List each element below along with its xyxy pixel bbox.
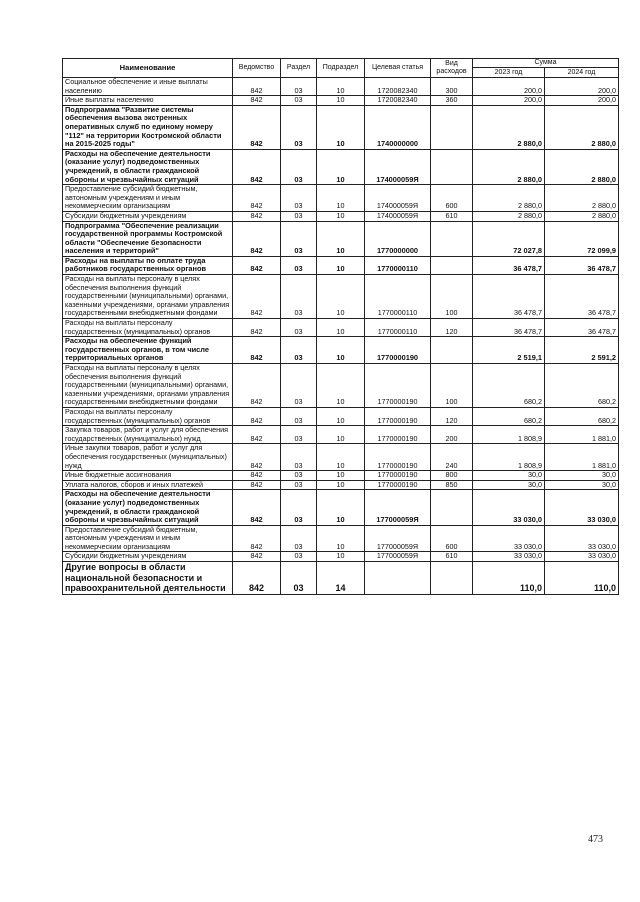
cell-target bbox=[365, 562, 431, 595]
cell-target: 1770000000 bbox=[365, 221, 431, 256]
table-row bbox=[63, 490, 619, 525]
cell-target: 177000059Я bbox=[365, 490, 431, 525]
cell-subsection: 10 bbox=[317, 211, 365, 221]
cell-target: 1720082340 bbox=[365, 78, 431, 96]
table-row bbox=[63, 426, 619, 444]
table-row bbox=[63, 471, 619, 481]
cell-target: 1770000110 bbox=[365, 275, 431, 319]
cell-name: Расходы на выплаты персоналу государственных (муниципальных) органов bbox=[63, 319, 233, 337]
cell-sum-2024: 1 881,0 bbox=[545, 426, 619, 444]
cell-subsection: 10 bbox=[317, 221, 365, 256]
cell-name: Расходы на выплаты персоналу в целях обеспечения выполнения функций государственными (муниципальными) органами, казенными учреждениями, органами управления государственными внебюджетными фондами bbox=[63, 275, 233, 319]
cell-type: 850 bbox=[431, 480, 473, 490]
cell-section: 03 bbox=[281, 319, 317, 337]
cell-type: 600 bbox=[431, 185, 473, 212]
cell-department: 842 bbox=[233, 337, 281, 364]
cell-type: 800 bbox=[431, 471, 473, 481]
cell-section: 03 bbox=[281, 337, 317, 364]
cell-subsection: 10 bbox=[317, 275, 365, 319]
cell-section: 03 bbox=[281, 444, 317, 471]
cell-name: Расходы на выплаты персоналу в целях обеспечения выполнения функций государственными (муниципальными) органами, казенными учреждениями, органами управления государственными внебюджетными фондами bbox=[63, 364, 233, 408]
cell-target: 1770000190 bbox=[365, 364, 431, 408]
cell-sum-2024: 2 880,0 bbox=[545, 211, 619, 221]
cell-subsection: 10 bbox=[317, 256, 365, 274]
cell-section: 03 bbox=[281, 490, 317, 525]
table-row bbox=[63, 256, 619, 274]
cell-sum-2024: 33 030,0 bbox=[545, 490, 619, 525]
table-row bbox=[63, 221, 619, 256]
cell-sum-2023: 110,0 bbox=[473, 562, 545, 595]
cell-sum-2023: 200,0 bbox=[473, 96, 545, 106]
cell-section: 03 bbox=[281, 407, 317, 425]
cell-sum-2023: 30,0 bbox=[473, 471, 545, 481]
cell-sum-2023: 36 478,7 bbox=[473, 319, 545, 337]
cell-sum-2024: 36 478,7 bbox=[545, 256, 619, 274]
cell-name: Социальное обеспечение и иные выплаты населению bbox=[63, 78, 233, 96]
cell-department: 842 bbox=[233, 480, 281, 490]
cell-sum-2024: 110,0 bbox=[545, 562, 619, 595]
cell-department: 842 bbox=[233, 426, 281, 444]
cell-type: 240 bbox=[431, 444, 473, 471]
table-row bbox=[63, 337, 619, 364]
cell-section: 03 bbox=[281, 471, 317, 481]
cell-sum-2024: 2 880,0 bbox=[545, 185, 619, 212]
cell-department: 842 bbox=[233, 552, 281, 562]
cell-department: 842 bbox=[233, 562, 281, 595]
cell-subsection: 10 bbox=[317, 185, 365, 212]
cell-section: 03 bbox=[281, 552, 317, 562]
cell-department: 842 bbox=[233, 319, 281, 337]
cell-department: 842 bbox=[233, 525, 281, 552]
cell-sum-2024: 33 030,0 bbox=[545, 552, 619, 562]
cell-type: 360 bbox=[431, 96, 473, 106]
cell-subsection: 10 bbox=[317, 364, 365, 408]
table-row bbox=[63, 525, 619, 552]
cell-section: 03 bbox=[281, 256, 317, 274]
cell-sum-2023: 200,0 bbox=[473, 78, 545, 96]
cell-subsection: 10 bbox=[317, 490, 365, 525]
cell-type: 200 bbox=[431, 426, 473, 444]
cell-type: 300 bbox=[431, 78, 473, 96]
cell-sum-2024: 2 591,2 bbox=[545, 337, 619, 364]
cell-subsection: 10 bbox=[317, 552, 365, 562]
cell-target: 174000059Я bbox=[365, 211, 431, 221]
cell-subsection: 10 bbox=[317, 407, 365, 425]
header-sum: Сумма bbox=[473, 59, 619, 68]
cell-name: Расходы на обеспечение деятельности (оказание услуг) подведомственных учреждений, в области гражданской обороны и чрезвычайных ситуаций bbox=[63, 149, 233, 184]
cell-section: 03 bbox=[281, 364, 317, 408]
cell-department: 842 bbox=[233, 471, 281, 481]
cell-target: 177000059Я bbox=[365, 552, 431, 562]
cell-name: Иные бюджетные ассигнования bbox=[63, 471, 233, 481]
cell-type bbox=[431, 221, 473, 256]
cell-section: 03 bbox=[281, 221, 317, 256]
cell-name: Закупка товаров, работ и услуг для обеспечения государственных (муниципальных) нужд bbox=[63, 426, 233, 444]
cell-subsection: 10 bbox=[317, 149, 365, 184]
cell-target: 1770000190 bbox=[365, 426, 431, 444]
cell-department: 842 bbox=[233, 105, 281, 149]
table-row bbox=[63, 444, 619, 471]
cell-subsection: 10 bbox=[317, 319, 365, 337]
cell-target: 1740000000 bbox=[365, 105, 431, 149]
cell-target: 1770000190 bbox=[365, 444, 431, 471]
table-row bbox=[63, 319, 619, 337]
cell-sum-2024: 200,0 bbox=[545, 78, 619, 96]
cell-subsection: 10 bbox=[317, 525, 365, 552]
cell-sum-2023: 33 030,0 bbox=[473, 490, 545, 525]
cell-subsection: 10 bbox=[317, 426, 365, 444]
cell-sum-2023: 33 030,0 bbox=[473, 552, 545, 562]
header-subsection: Подраздел bbox=[317, 59, 365, 78]
cell-type: 120 bbox=[431, 407, 473, 425]
cell-name: Субсидии бюджетным учреждениям bbox=[63, 552, 233, 562]
cell-type bbox=[431, 337, 473, 364]
cell-name: Расходы на обеспечение деятельности (оказание услуг) подведомственных учреждений, в области гражданской обороны и чрезвычайных ситуаций bbox=[63, 490, 233, 525]
cell-sum-2024: 72 099,9 bbox=[545, 221, 619, 256]
cell-sum-2023: 2 880,0 bbox=[473, 149, 545, 184]
cell-type bbox=[431, 256, 473, 274]
cell-type: 610 bbox=[431, 552, 473, 562]
header-name: Наименование bbox=[63, 59, 233, 78]
cell-sum-2023: 2 880,0 bbox=[473, 211, 545, 221]
cell-target: 1770000190 bbox=[365, 471, 431, 481]
cell-type: 120 bbox=[431, 319, 473, 337]
table-body bbox=[63, 78, 619, 595]
cell-section: 03 bbox=[281, 185, 317, 212]
cell-section: 03 bbox=[281, 78, 317, 96]
cell-subsection: 10 bbox=[317, 78, 365, 96]
cell-target: 1770000110 bbox=[365, 256, 431, 274]
header-section: Раздел bbox=[281, 59, 317, 78]
cell-department: 842 bbox=[233, 256, 281, 274]
cell-section: 03 bbox=[281, 211, 317, 221]
table-row bbox=[63, 149, 619, 184]
cell-subsection: 10 bbox=[317, 105, 365, 149]
cell-name: Расходы на выплаты по оплате труда работников государственных органов bbox=[63, 256, 233, 274]
cell-subsection: 10 bbox=[317, 480, 365, 490]
table-row bbox=[63, 185, 619, 212]
cell-department: 842 bbox=[233, 78, 281, 96]
cell-department: 842 bbox=[233, 96, 281, 106]
cell-name: Подпрограмма "Развитие системы обеспечения вызова экстренных оперативных служб по единому номеру "112" на территории Костромской области на 2015-2025 годы" bbox=[63, 105, 233, 149]
cell-subsection: 10 bbox=[317, 96, 365, 106]
table-row bbox=[63, 96, 619, 106]
table-row bbox=[63, 211, 619, 221]
cell-department: 842 bbox=[233, 185, 281, 212]
cell-section: 03 bbox=[281, 426, 317, 444]
header-2024: 2024 год bbox=[545, 68, 619, 78]
cell-target: 174000059Я bbox=[365, 185, 431, 212]
cell-sum-2023: 1 808,9 bbox=[473, 444, 545, 471]
cell-subsection: 10 bbox=[317, 471, 365, 481]
cell-sum-2023: 33 030,0 bbox=[473, 525, 545, 552]
cell-department: 842 bbox=[233, 364, 281, 408]
table-row bbox=[63, 105, 619, 149]
cell-sum-2024: 200,0 bbox=[545, 96, 619, 106]
header-department: Ведомство bbox=[233, 59, 281, 78]
table-row bbox=[63, 364, 619, 408]
cell-name: Иные выплаты населению bbox=[63, 96, 233, 106]
table-row bbox=[63, 562, 619, 595]
cell-name: Иные закупки товаров, работ и услуг для обеспечения государственных (муниципальных) нужд bbox=[63, 444, 233, 471]
cell-department: 842 bbox=[233, 444, 281, 471]
cell-name: Другие вопросы в области национальной безопасности и правоохранительной деятельности bbox=[63, 562, 233, 595]
cell-department: 842 bbox=[233, 490, 281, 525]
cell-name: Уплата налогов, сборов и иных платежей bbox=[63, 480, 233, 490]
header-target: Целевая статья bbox=[365, 59, 431, 78]
cell-section: 03 bbox=[281, 480, 317, 490]
cell-sum-2023: 30,0 bbox=[473, 480, 545, 490]
table-row bbox=[63, 78, 619, 96]
cell-subsection: 10 bbox=[317, 444, 365, 471]
cell-name: Предоставление субсидий бюджетным, автономным учреждениям и иным некоммерческим организациям bbox=[63, 525, 233, 552]
cell-target: 1720082340 bbox=[365, 96, 431, 106]
cell-type bbox=[431, 105, 473, 149]
cell-sum-2023: 36 478,7 bbox=[473, 275, 545, 319]
cell-type bbox=[431, 149, 473, 184]
cell-sum-2024: 2 880,0 bbox=[545, 105, 619, 149]
cell-sum-2024: 680,2 bbox=[545, 364, 619, 408]
cell-subsection: 14 bbox=[317, 562, 365, 595]
cell-name: Расходы на выплаты персоналу государственных (муниципальных) органов bbox=[63, 407, 233, 425]
cell-name: Расходы на обеспечение функций государственных органов, в том числе территориальных органов bbox=[63, 337, 233, 364]
cell-target: 1770000190 bbox=[365, 337, 431, 364]
cell-sum-2024: 680,2 bbox=[545, 407, 619, 425]
cell-sum-2023: 2 519,1 bbox=[473, 337, 545, 364]
cell-section: 03 bbox=[281, 562, 317, 595]
cell-type: 610 bbox=[431, 211, 473, 221]
cell-target: 1770000190 bbox=[365, 480, 431, 490]
cell-department: 842 bbox=[233, 407, 281, 425]
cell-section: 03 bbox=[281, 149, 317, 184]
cell-target: 174000059Я bbox=[365, 149, 431, 184]
cell-name: Предоставление субсидий бюджетным, автономным учреждениям и иным некоммерческим организациям bbox=[63, 185, 233, 212]
table-row bbox=[63, 552, 619, 562]
cell-section: 03 bbox=[281, 96, 317, 106]
budget-table bbox=[62, 58, 619, 595]
cell-target: 1770000110 bbox=[365, 319, 431, 337]
cell-sum-2024: 30,0 bbox=[545, 471, 619, 481]
cell-sum-2024: 36 478,7 bbox=[545, 275, 619, 319]
cell-section: 03 bbox=[281, 525, 317, 552]
header-2023: 2023 год bbox=[473, 68, 545, 78]
cell-target: 1770000190 bbox=[365, 407, 431, 425]
cell-sum-2023: 36 478,7 bbox=[473, 256, 545, 274]
page-number: 473 bbox=[588, 834, 603, 845]
cell-department: 842 bbox=[233, 149, 281, 184]
cell-sum-2024: 33 030,0 bbox=[545, 525, 619, 552]
table-row bbox=[63, 275, 619, 319]
cell-sum-2023: 72 027,8 bbox=[473, 221, 545, 256]
cell-sum-2023: 680,2 bbox=[473, 364, 545, 408]
cell-sum-2023: 1 808,9 bbox=[473, 426, 545, 444]
cell-sum-2024: 1 881,0 bbox=[545, 444, 619, 471]
header-type: Вид расходов bbox=[431, 59, 473, 78]
cell-subsection: 10 bbox=[317, 337, 365, 364]
cell-section: 03 bbox=[281, 105, 317, 149]
cell-sum-2024: 2 880,0 bbox=[545, 149, 619, 184]
cell-type: 600 bbox=[431, 525, 473, 552]
cell-section: 03 bbox=[281, 275, 317, 319]
cell-department: 842 bbox=[233, 275, 281, 319]
cell-type bbox=[431, 562, 473, 595]
cell-department: 842 bbox=[233, 221, 281, 256]
cell-department: 842 bbox=[233, 211, 281, 221]
cell-sum-2024: 30,0 bbox=[545, 480, 619, 490]
table-row bbox=[63, 407, 619, 425]
cell-sum-2023: 2 880,0 bbox=[473, 185, 545, 212]
cell-sum-2023: 680,2 bbox=[473, 407, 545, 425]
cell-name: Подпрограмма "Обеспечение реализации государственной программы Костромской области "Обеспечение безопасности населения и территорий" bbox=[63, 221, 233, 256]
cell-target: 177000059Я bbox=[365, 525, 431, 552]
cell-sum-2023: 2 880,0 bbox=[473, 105, 545, 149]
cell-type: 100 bbox=[431, 364, 473, 408]
cell-sum-2024: 36 478,7 bbox=[545, 319, 619, 337]
cell-type bbox=[431, 490, 473, 525]
cell-type: 100 bbox=[431, 275, 473, 319]
cell-name: Субсидии бюджетным учреждениям bbox=[63, 211, 233, 221]
